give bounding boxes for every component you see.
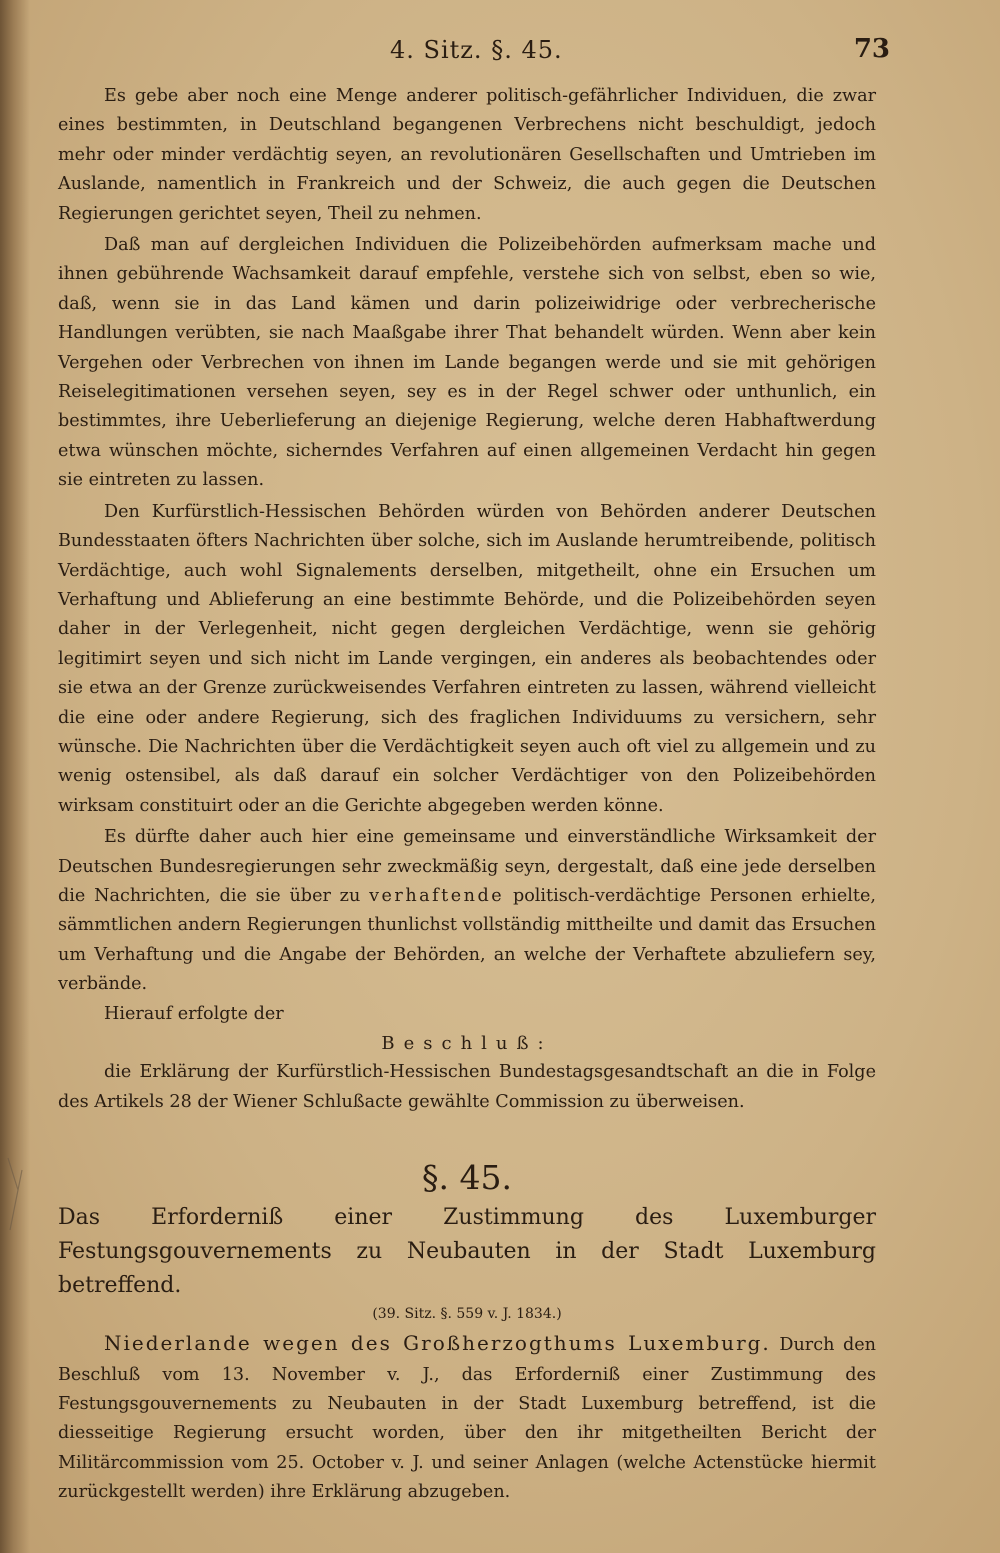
paragraph-4: [58, 823, 876, 999]
binding-gutter: [0, 0, 30, 1553]
section-paragraph: [58, 1329, 876, 1507]
page-header: [60, 34, 890, 72]
paragraph-4-start: Es dürfte daher auch hier eine gemeinsame und einverständliche Wirksamkeit der Deutschen Bundesregierungen sehr zweckmäßig seyn, dergestalt, daß eine jede derselben die Nachrichten, die sie über zu: [58, 827, 876, 906]
margin-pencil-marks: [0, 1150, 40, 1240]
paragraph-1: Es gebe aber noch eine Menge anderer politisch-gefährlicher Individuen, die zwar eines bestimmten, in Deutschland begangenen Verbrechens nicht beschuldigt, jedoch mehr oder minder verdächtig seyen, an revolutionären Gesellschaften und Umtrieben im Auslande, namentlich in Frankreich und der Schweiz, die auch gegen die Deutschen Regierungen gerichtet seyen, Theil zu nehmen.: [58, 86, 876, 224]
paragraph-3: Den Kurfürstlich-Hessischen Behörden würden von Behörden anderer Deutschen Bundesstaaten öfters Nachrichten über solche, sich im Auslande herumtreibende, politisch Verdächtige, auch wohl Signalements derselben, mitgetheilt, ohne ein Ersuchen um Verhaftung und Ablieferung an eine bestimmte Behörde, und die Polizeibehörden seyen daher in der Verlegenheit, nicht gegen dergleichen Verdächtige, wenn sie gehörig legitimirt seyen und sich nicht im Lande vergingen, ein anderes als beobachtendes oder sie etwa an der Grenze zurückweisendes Verfahren eintreten zu lassen, während vielleicht die eine oder andere Regierung, sich des fraglichen Individuums zu versichern, sehr wünsche. Die Nachrichten über die Verdächtigkeit seyen auch oft viel zu allgemein und zu wenig ostensibel, als daß darauf ein solcher Verdächtiger von den Polizeibehörden wirksam constituirt oder an die Gerichte abgegeben werden könne.: [58, 501, 876, 816]
section-lead-in: Niederlande wegen des Großherzogthums Luxemburg.: [104, 1331, 771, 1356]
running-head: 4. Sitz. §. 45.: [390, 36, 563, 64]
section-title: Das Erforderniß einer Zustimmung des Luxemburger Festungsgouvernements zu Neubauten in der Stadt Luxemburg betreffend.: [58, 1205, 876, 1299]
decision-text: die Erklärung der Kurfürstlich-Hessischen Bundestagsgesandtschaft an die in Folge des Artikels 28 der Wiener Schlußacte gewählte Commission zu überweisen.: [58, 1062, 876, 1112]
page-number: 73: [853, 34, 890, 64]
emphasized-word: verhaftende: [369, 885, 505, 906]
section-text: Durch den Beschluß vom 13. November v. J., das Erforderniß einer Zustimmung des Festungsgouvernements zu Neubauten in der Stadt Luxemburg betreffend, ist die diesseitige Regierung ersucht worden, über den ihr mitgetheilten Bericht der Militärcommission vom 25. October v. J. und seiner Anlagen (welche Actenstücke hiermit zurückgestellt werden) ihre Erklärung abzugeben.: [58, 1335, 876, 1503]
page-body: [58, 82, 876, 1508]
section-number: §. 45.: [422, 1158, 512, 1198]
paragraph-4-end: politisch-verdächtige Personen erhielte, sämmtlichen andern Regierungen thunlichst vollständig mittheilte und damit das Ersuchen um Verhaftung und die Angabe der Behörden, an welche der Verhaftete abzuliefern sey, verbände.: [58, 885, 876, 995]
decision-intro: Hierauf erfolgte der: [104, 1003, 284, 1024]
decision-title: Beschluß:: [381, 1033, 553, 1054]
paragraph-2: Daß man auf dergleichen Individuen die Polizeibehörden aufmerksam mache und ihnen gebührende Wachsamkeit darauf empfehle, verstehe sich von selbst, eben so wie, daß, wenn sie in das Land kämen und darin polizeiwidrige oder verbrecherische Handlungen verübten, sie nach Maaßgabe ihrer That behandelt würden. Wenn aber kein Vergehen oder Verbrechen von ihnen im Lande begangen werde und sie mit gehörigen Reiselegitimationen versehen seyen, sey es in der Regel schwer oder unthunlich, ein bestimmtes, ihre Ueberlieferung an diejenige Regierung, welche deren Habhaftwerdung etwa wünschen möchte, sicherndes Verfahren auf einen allgemeinen Verdacht hin gegen sie eintreten zu lassen.: [58, 235, 876, 491]
section-citation: (39. Sitz. §. 559 v. J. 1834.): [372, 1306, 562, 1323]
